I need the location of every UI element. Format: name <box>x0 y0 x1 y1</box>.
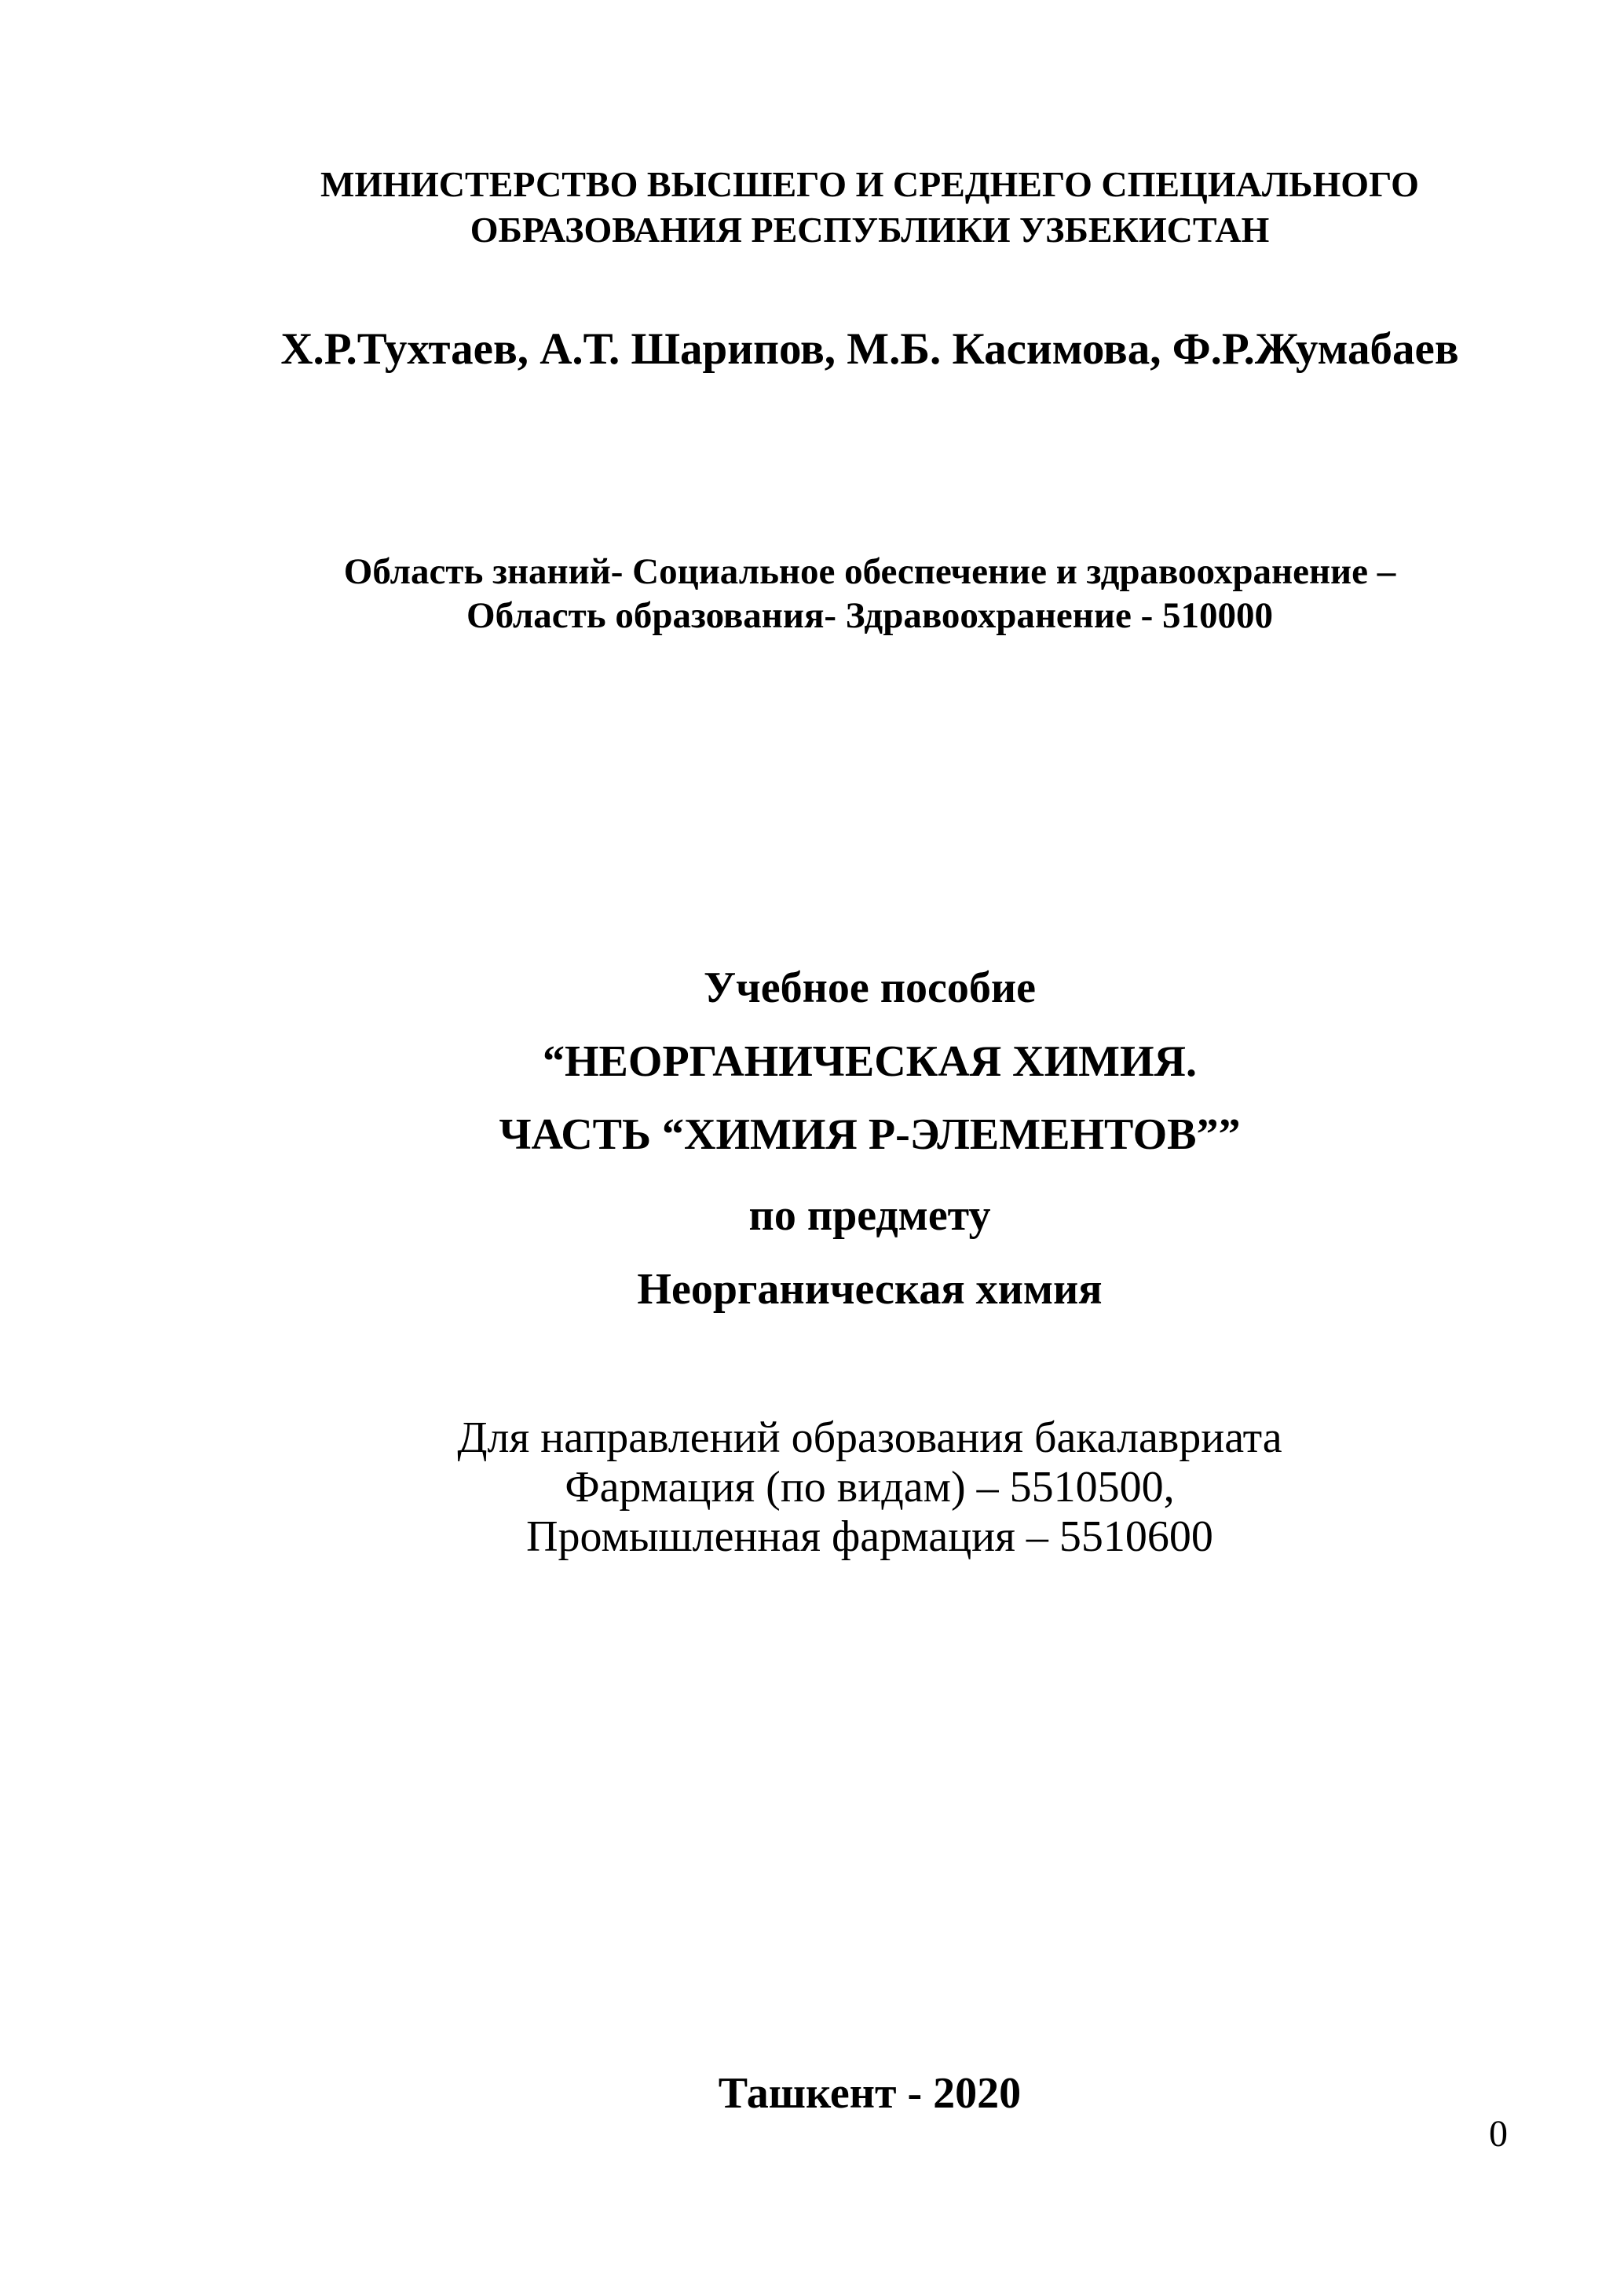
ministry-line-2: ОБРАЗОВАНИЯ РЕСПУБЛИКИ УЗБЕКИСТАН <box>470 210 1270 250</box>
subject-label: по предмету <box>748 1191 991 1240</box>
audience-line-1: Для направлений образования бакалавриата <box>457 1413 1282 1462</box>
audience-line-2: Фармация (по видам) – 5510500, <box>565 1463 1175 1512</box>
ministry-header <box>232 162 1508 253</box>
document-type-label: Учебное пособие <box>704 963 1036 1012</box>
ministry-line-1: МИНИСТЕРСТВО ВЫСШЕГО И СРЕДНЕГО СПЕЦИАЛЬНОГО <box>320 164 1419 204</box>
page-number: 0 <box>1489 2113 1508 2155</box>
audience-block <box>232 1413 1508 1562</box>
field-of-knowledge <box>232 550 1508 638</box>
book-title-line-1: “НЕОРГАНИЧЕСКАЯ ХИМИЯ. <box>543 1037 1197 1086</box>
subject-name: Неорганическая химия <box>637 1265 1103 1314</box>
field-line-2: Область образования- Здравоохранение - 510000 <box>466 595 1273 636</box>
field-line-1: Область знаний- Социальное обеспечение и здравоохранение – <box>343 551 1396 592</box>
city-year-line: Ташкент - 2020 <box>718 2069 1022 2118</box>
book-title-line-2: ЧАСТЬ “ХИМИЯ Р-ЭЛЕМЕНТОВ”” <box>499 1110 1241 1159</box>
audience-line-3: Промышленная фармация – 5510600 <box>526 1512 1213 1561</box>
authors-line: Х.Р.Тухтаев, А.Т. Шарипов, М.Б. Касимова, Ф.Р.Жумабаев <box>280 324 1459 374</box>
